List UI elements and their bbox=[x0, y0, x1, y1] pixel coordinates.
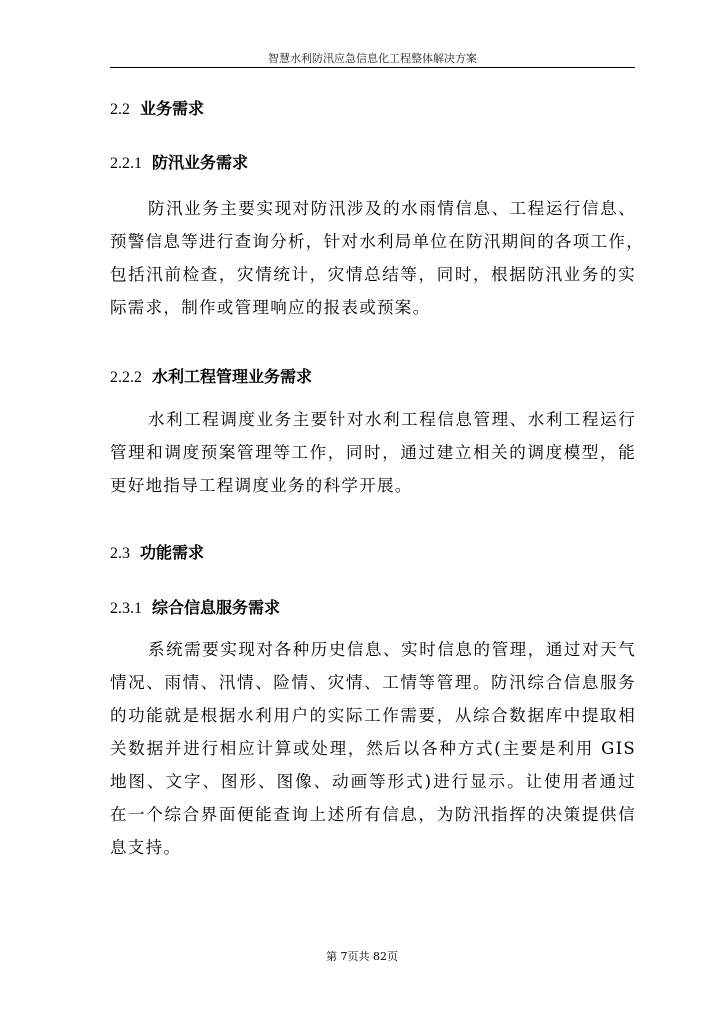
section-title: 水利工程管理业务需求 bbox=[152, 367, 313, 386]
paragraph-water-project bbox=[110, 403, 636, 502]
paragraph-flood-business bbox=[110, 192, 644, 324]
section-number: 2.2.2 bbox=[110, 369, 142, 386]
paragraph-line: 防汛业务主要实现对防汛涉及的水雨情信息、工程运行信息、 bbox=[148, 199, 636, 218]
paragraph-line: 预警信息等进行查询分析，针对水利局单位在防汛期间的各项工作， bbox=[110, 232, 644, 251]
running-header: 智慧水利防汛应急信息化工程整体解决方案 bbox=[268, 52, 477, 65]
paragraph-line: 情况、雨情、汛情、险情、灾情、工情等管理。防汛综合信息服务 bbox=[110, 673, 636, 692]
paragraph-line: 的功能就是根据水利用户的实际工作需要，从综合数据库中提取相 bbox=[110, 706, 636, 725]
page-number: 第 7页共 82页 bbox=[326, 950, 398, 963]
paragraph-line: 管理和调度预案管理等工作，同时，通过建立相关的调度模型，能 bbox=[110, 443, 636, 462]
section-number: 2.3 bbox=[110, 545, 130, 562]
paragraph-info-service bbox=[110, 633, 636, 864]
section-heading-2-2-2 bbox=[110, 364, 312, 387]
paragraph-line: 包括汛前检查，灾情统计，灾情总结等，同时，根据防汛业务的实 bbox=[110, 265, 636, 284]
section-title: 功能需求 bbox=[140, 543, 205, 562]
section-title: 防汛业务需求 bbox=[152, 153, 249, 172]
paragraph-line: 关数据并进行相应计算或处理，然后以各种方式(主要是利用 GIS bbox=[110, 739, 636, 758]
section-title: 综合信息服务需求 bbox=[152, 598, 281, 617]
paragraph-line: 地图、文字、图形、图像、动画等形式)进行显示。让使用者通过 bbox=[110, 772, 636, 791]
paragraph-line: 更好地指导工程调度业务的科学开展。 bbox=[110, 476, 413, 495]
section-heading-2-2-1 bbox=[110, 150, 248, 173]
paragraph-line: 息支持。 bbox=[110, 838, 182, 857]
section-heading-2-3-1 bbox=[110, 595, 280, 618]
section-title: 业务需求 bbox=[140, 99, 205, 118]
paragraph-line: 际需求，制作或管理响应的报表或预案。 bbox=[110, 298, 431, 317]
section-heading-2-2 bbox=[110, 96, 204, 119]
paragraph-line: 系统需要实现对各种历史信息、实时信息的管理，通过对天气 bbox=[148, 640, 636, 659]
section-number: 2.2 bbox=[110, 101, 130, 118]
paragraph-line: 在一个综合界面便能查询上述所有信息，为防汛指挥的决策提供信 bbox=[110, 805, 636, 824]
section-number: 2.2.1 bbox=[110, 155, 142, 172]
section-heading-2-3 bbox=[110, 540, 204, 563]
section-number: 2.3.1 bbox=[110, 600, 142, 617]
paragraph-line: 水利工程调度业务主要针对水利工程信息管理、水利工程运行 bbox=[148, 410, 636, 429]
header-divider bbox=[110, 67, 635, 68]
